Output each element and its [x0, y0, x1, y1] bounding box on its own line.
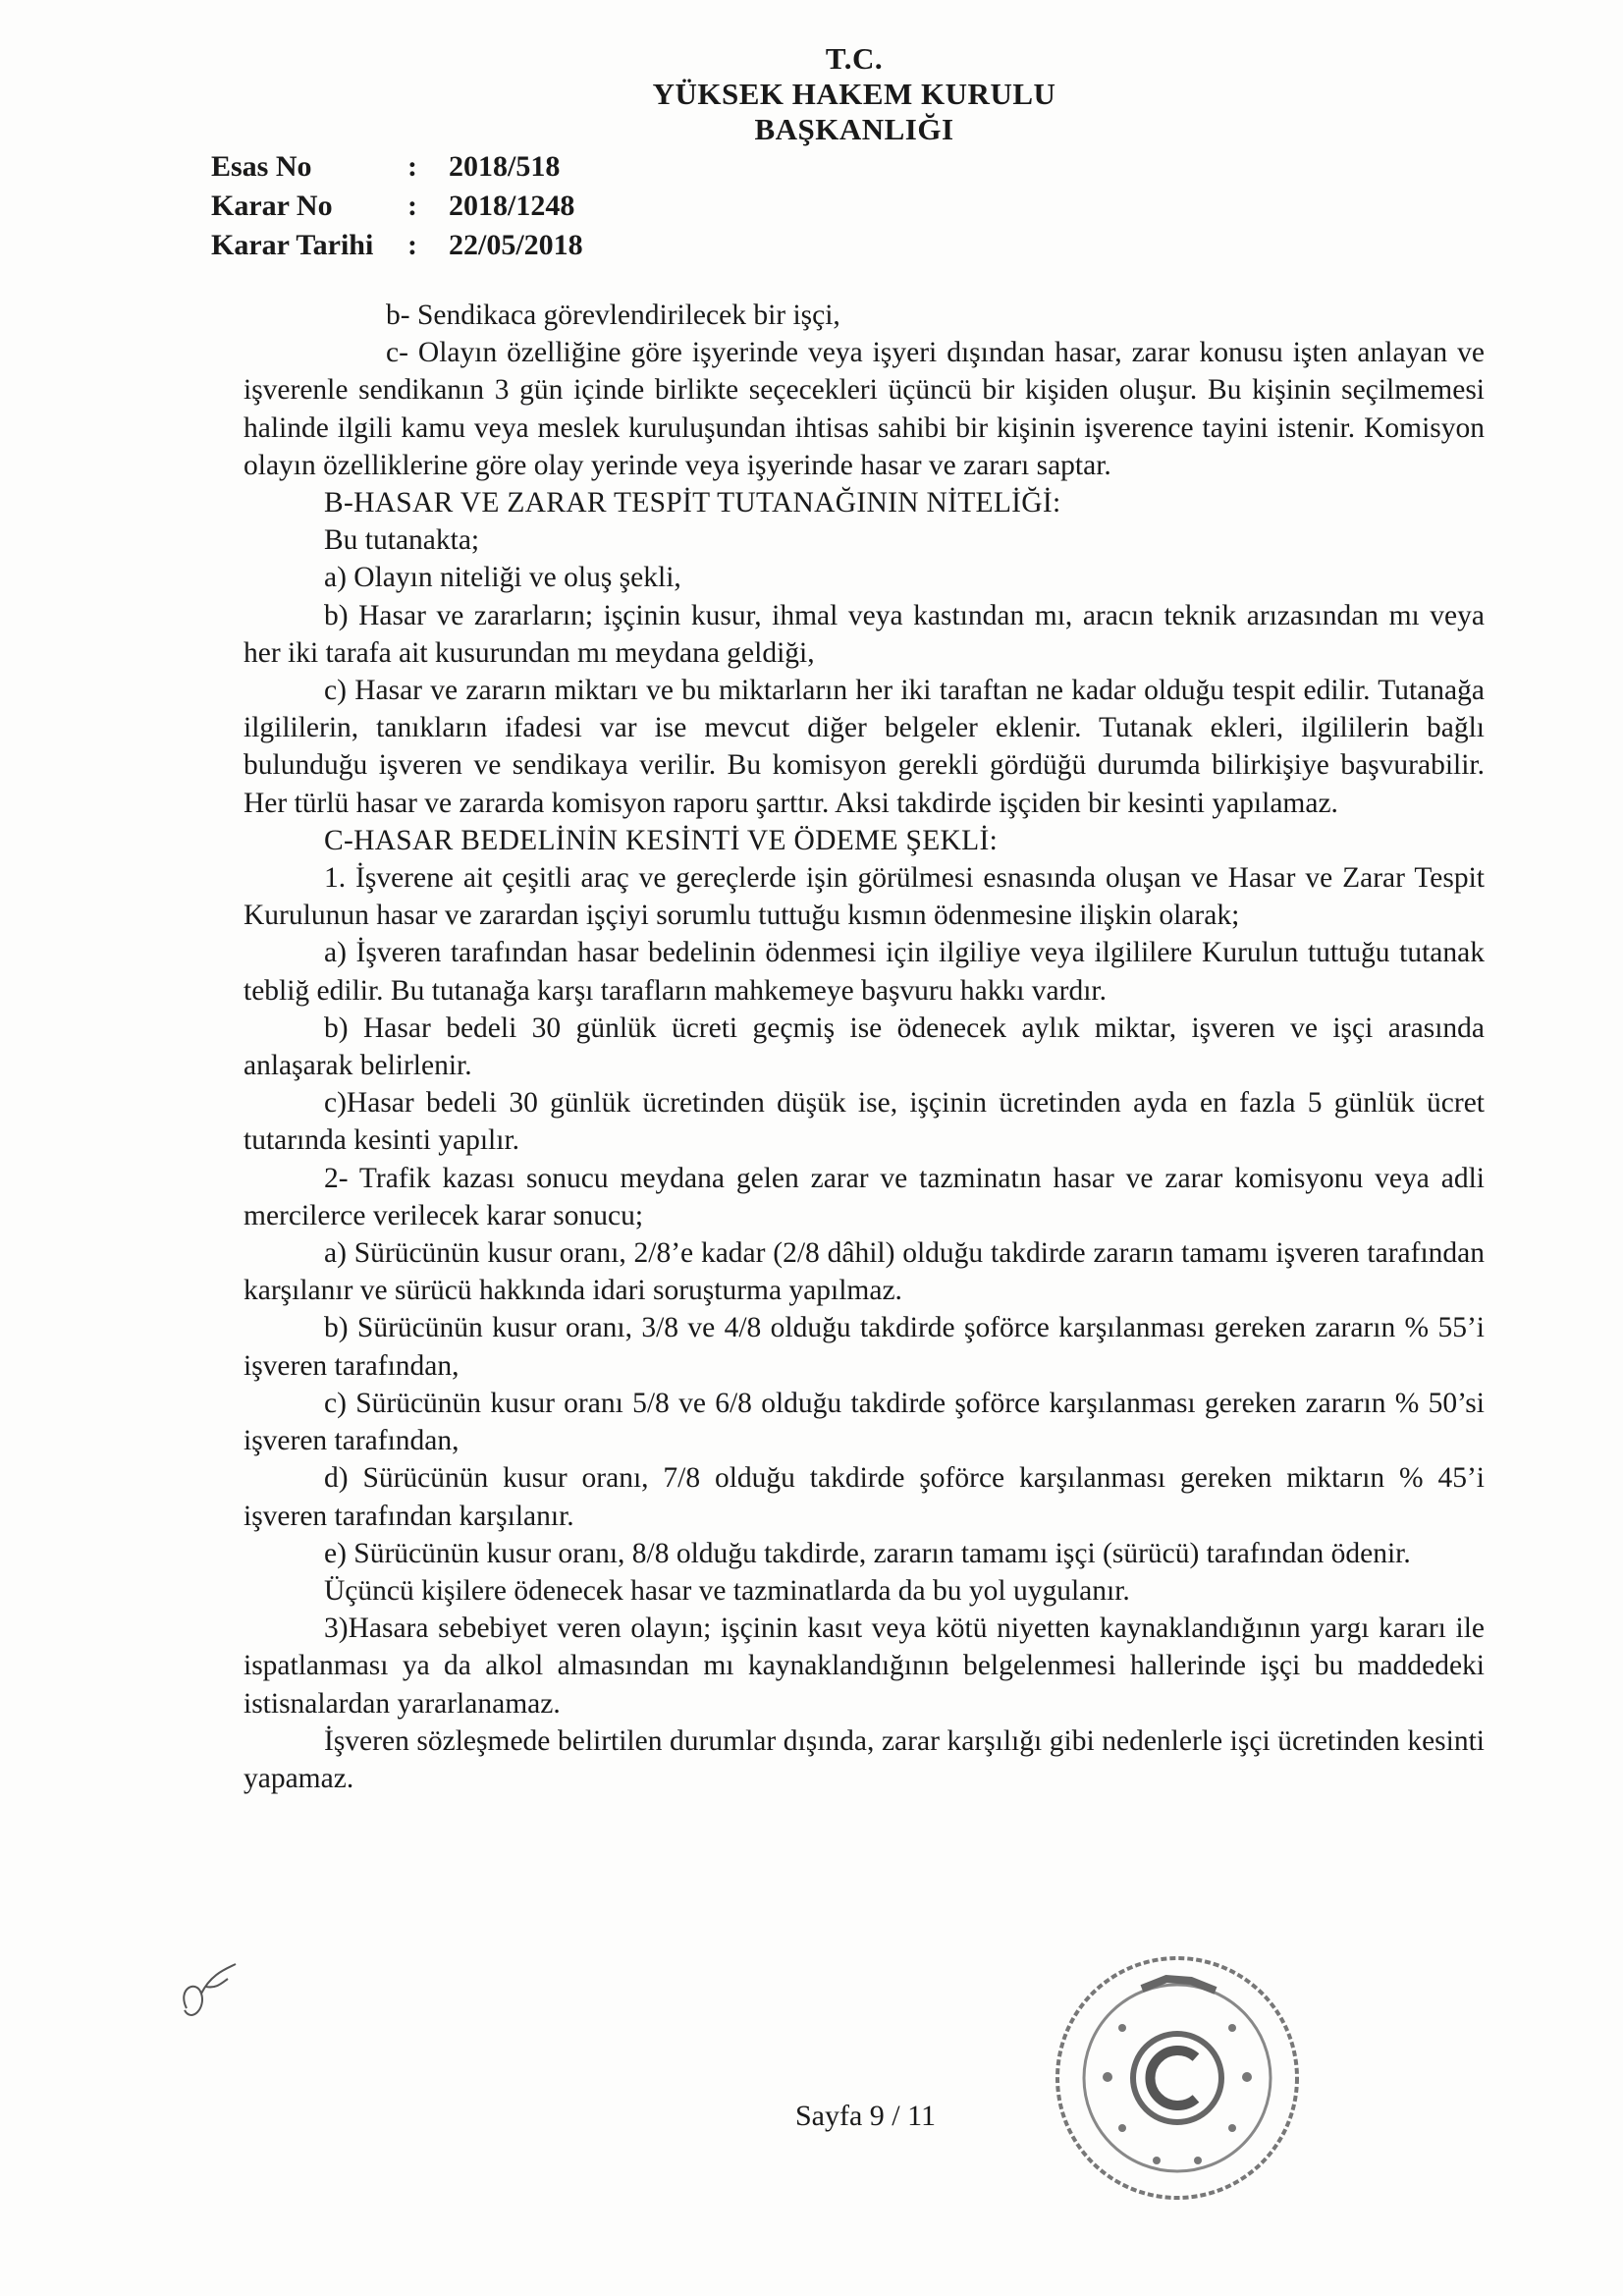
official-seal — [1049, 1949, 1306, 2207]
header-tc: T.C. — [825, 41, 884, 76]
paragraph: c) Sürücünün kusur oranı 5/8 ve 6/8 olduğu takdirde şoförce karşılanması gereken zararın % 50’si işveren tarafından, — [243, 1387, 1485, 1457]
page-number-text: Sayfa 9 / 11 — [794, 2100, 937, 2132]
meta-sep: : — [407, 190, 417, 222]
paragraph: B-HASAR VE ZARAR TESPİT TUTANAĞININ NİTELİĞİ: — [324, 487, 1061, 519]
paragraph: Üçüncü kişilere ödenecek hasar ve tazminatlarda da bu yol uygulanır. — [324, 1574, 1130, 1607]
paragraph: c)Hasar bedeli 30 günlük ücretinden düşük ise, işçinin ücretinden ayda en fazla 5 günlük ücret tutarında kesinti yapılır. — [243, 1087, 1485, 1157]
paragraph: e) Sürücünün kusur oranı, 8/8 olduğu takdirde, zararın tamamı işçi (sürücü) tarafından ödenir. — [324, 1537, 1411, 1569]
case-meta-table — [211, 147, 583, 265]
paragraph: C-HASAR BEDELİNİN KESİNTİ VE ÖDEME ŞEKLİ: — [324, 824, 999, 856]
meta-row-tarih — [211, 226, 583, 265]
meta-sep: : — [407, 229, 417, 261]
paragraph: b) Sürücünün kusur oranı, 3/8 ve 4/8 olduğu takdirde şoförce karşılanması gereken zararın % 55’i işveren tarafından, — [243, 1312, 1485, 1382]
signature-mark — [167, 1940, 255, 2028]
meta-value: 22/05/2018 — [449, 229, 583, 261]
header-presidency: BAŞKANLIĞI — [754, 112, 954, 146]
paragraph: Bu tutanakta; — [324, 524, 480, 557]
paragraph: b- Sendikaca görevlendirilecek bir işçi, — [386, 300, 840, 331]
paragraph: a) Sürücünün kusur oranı, 2/8’e kadar (2/8 dâhil) olduğu takdirde zararın tamamı işveren tarafından karşılanır ve sürücü hakkında idari soruşturma yapılmaz. — [243, 1237, 1485, 1307]
paragraph: 3)Hasara sebebiyet veren olayın; işçinin kasıt veya kötü niyetten kaynaklandığının yargı kararı ile ispatlanması ya da alkol almasından mı kaynaklandığının belgelenmesi hallerinde işçi bu maddedeki istisnalardan yararlanamaz. — [243, 1613, 1485, 1720]
meta-row-karar — [211, 187, 583, 226]
meta-label: Karar No — [211, 190, 333, 222]
paragraph: 1. İşverene ait çeşitli araç ve gereçlerde işin görülmesi esnasında oluşan ve Hasar ve Zarar Tespit Kurulunun hasar ve zarardan işçiyi sorumlu tuttuğu kısmın ödenmesine ilişkin olarak; — [243, 862, 1485, 932]
meta-label: Karar Tarihi — [211, 229, 374, 261]
document-header — [550, 41, 1159, 147]
meta-row-esas — [211, 147, 583, 187]
header-institution: YÜKSEK HAKEM KURULU — [652, 77, 1056, 111]
paragraph: a) İşveren tarafından hasar bedelinin ödenmesi için ilgiliye veya ilgililere Kurulun tuttuğu tutanak tebliğ edilir. Bu tutanağa karşı tarafların mahkemeye başvuru hakkı vardır. — [243, 937, 1485, 1007]
paragraph: c- Olayın özelliğine göre işyerinde veya işyeri dışından hasar, zarar konusu işten anlayan ve işverenle sendikanın 3 gün içinde birlikte seçecekleri üçüncü bir kişiden oluşur. Bu kişinin seçilmemesi halinde ilgili kamu veya meslek kuruluşundan ihtisas sahibi bir kişinin işverence tayini istenir. Komisyon olayın özelliklerine göre olay yerinde veya işyerinde hasar ve zararı saptar. — [243, 337, 1485, 481]
meta-sep: : — [407, 150, 417, 183]
case-meta — [211, 147, 583, 265]
paragraph: İşveren sözleşmede belirtilen durumlar dışında, zarar karşılığı gibi nedenlerle işçi ücretinden kesinti yapamaz. — [243, 1724, 1485, 1794]
meta-value: 2018/518 — [449, 150, 561, 183]
paragraph: a) Olayın niteliği ve oluş şekli, — [324, 562, 681, 594]
document-body — [243, 297, 1485, 1797]
paragraph: c) Hasar ve zararın miktarı ve bu miktarların her iki taraftan ne kadar olduğu tespit edilir. Tutanağa ilgililerin, tanıkların ifadesi var ise mevcut diğer belgeler eklenir. Tutanak ekleri, ilgililerin bağlı bulunduğu işveren ve sendikaya verilir. Bu komisyon gerekli gördüğü durumda bilirkişiye başvurabilir. Her türlü hasar ve zararda komisyon raporu şarttır. Aksi takdirde işçiden bir kesinti yapılamaz. — [243, 675, 1485, 819]
paragraph: b) Hasar ve zararların; işçinin kusur, ihmal veya kastından mı, aracın teknik arızasından mı veya her iki tarafa ait kusurundan mı meydana geldiği, — [243, 599, 1485, 669]
paragraph: 2- Trafik kazası sonucu meydana gelen zarar ve tazminatın hasar ve zarar komisyonu veya adli mercilerce verilecek karar sonucu; — [243, 1162, 1485, 1231]
meta-label: Esas No — [211, 150, 312, 183]
page-number — [0, 2100, 1623, 2133]
meta-value: 2018/1248 — [449, 190, 575, 222]
paragraph: b) Hasar bedeli 30 günlük ücreti geçmiş ise ödenecek aylık miktar, işveren ve işçi arasında anlaşarak belirlenir. — [243, 1011, 1485, 1082]
paragraph: d) Sürücünün kusur oranı, 7/8 olduğu takdirde şoförce karşılanması gereken miktarın % 45’i işveren tarafından karşılanır. — [243, 1462, 1485, 1532]
